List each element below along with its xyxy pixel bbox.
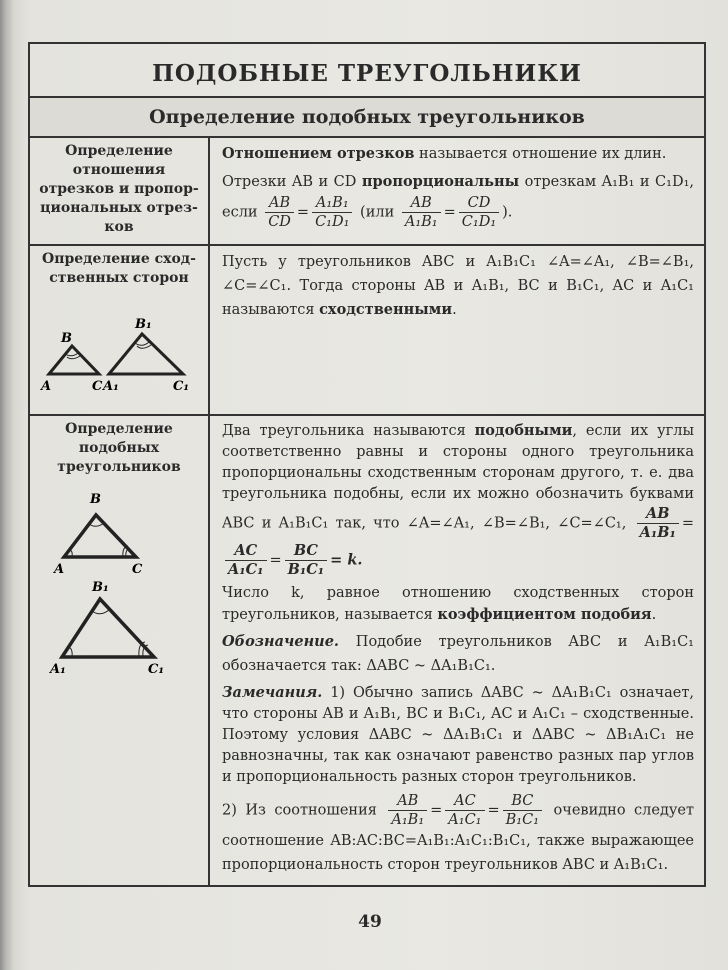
numerator: A₁B₁ (312, 194, 352, 213)
note-heading: Замечания. (222, 684, 323, 701)
numerator: AC (225, 542, 267, 561)
page-title: ПОДОБНЫЕ ТРЕУГОЛЬНИКИ (29, 43, 705, 97)
denominator: B₁C₁ (287, 561, 325, 578)
text: очевидно следует соотношение AB:AC:BC=A₁B₁:A₁C₁:B₁C₁, также выражающее пропорциональность сторон треугольников ABC и A₁B₁C₁. (222, 802, 695, 873)
denominator: A₁C₁ (448, 812, 482, 828)
vertex-label: C₁ (173, 379, 190, 394)
text: , если их углы соответственно равны и стороны одного треугольника пропорциональны сходственным сторонам другого, т. е. два треугольника подобны, если их можно обозначить буквами ABC и A₁B₁C₁ так, что ∠A=∠A₁, (222, 423, 694, 532)
fraction (285, 542, 328, 579)
paragraph (222, 630, 694, 678)
denominator: A₁B₁ (639, 524, 676, 541)
triangle-abc (49, 346, 99, 374)
numerator: AB (265, 194, 294, 213)
term: коэффициентом подобия (437, 606, 652, 623)
triangle-abc (64, 515, 136, 557)
term: пропорциональны (361, 173, 520, 190)
row-content (209, 415, 705, 886)
paragraph (222, 250, 694, 322)
text: ∠B=∠B₁, ∠C=∠C₁, (481, 515, 627, 532)
similar-triangles-figure (39, 296, 199, 396)
numerator: AC (445, 792, 484, 811)
numerator: BC (285, 542, 328, 561)
term: подобными (474, 422, 573, 439)
vertex-label: C (92, 379, 103, 394)
denominator: A₁B₁ (404, 214, 438, 230)
paragraph (222, 682, 694, 788)
numerator: AB (402, 194, 441, 213)
text: (или (360, 204, 395, 221)
vertex-label: A₁ (50, 662, 66, 677)
vertex-label: C (132, 562, 143, 577)
table-row (29, 415, 705, 886)
note-heading: Обозначение. (222, 633, 339, 650)
vertex-label: B₁ (92, 580, 109, 595)
coefficient-k: = k. (330, 551, 363, 569)
paragraph: 2) Из соотношения $\frac{AB}{\text{A₁B₁}}$ = $\frac{AC}{\text{A₁C₁}}$ = $\frac{BC}{\text{B₁C₁}}$ очевидно следует соотношение AB:AC:BC=A₁B₁:A₁C₁:B₁C₁, также выражающее пропорциональность сторон треугольников ABC и A₁B₁C₁. (222, 793, 695, 873)
vertex-label: C₁ (148, 662, 165, 677)
fraction (402, 194, 441, 231)
numerator: CD (459, 194, 499, 213)
section-heading: Определение подобных треугольников (29, 97, 705, 137)
vertex-label: A (41, 379, 52, 394)
triangle-a1b1c1 (109, 334, 183, 374)
row-content (209, 245, 705, 415)
paragraph (222, 583, 694, 626)
vertex-label: A (54, 562, 65, 577)
row-content (209, 137, 705, 245)
term: Отношением отрезков (222, 145, 415, 162)
fraction (388, 792, 427, 829)
denominator: C₁D₁ (315, 214, 350, 230)
text: . (651, 607, 657, 623)
text: 1) Обычно запись ΔABC ~ ΔA₁B₁C₁ означает, что стороны AB и A₁B₁, BC и B₁C₁, AC и A₁C₁ – сходственные. Поэтому условия ΔABC ~ ΔA₁B₁C₁ и ΔABC ~ ΔB₁A₁C₁ не равнозначны, так как означают равенство разных пар углов и пропорциональность разных сторон треугольников. (222, 685, 694, 785)
fraction (312, 194, 352, 231)
triangle-a1b1c1 (62, 599, 154, 657)
text: Пусть у треугольников ABC и A₁B₁C₁ ∠A=∠A₁, ∠B=∠B₁, ∠C=∠C₁. Тогда стороны AB и A₁B₁, BC и B₁C₁, AC и A₁C₁ называются (222, 254, 694, 318)
paragraph (222, 142, 694, 166)
denominator: A₁B₁ (391, 812, 425, 828)
fraction (637, 505, 679, 542)
text: 2) Из соотношения (222, 802, 377, 819)
book-page (20, 30, 720, 965)
vertex-label: B (90, 492, 101, 507)
text: Два треугольника называются (222, 423, 475, 439)
fraction (445, 792, 484, 829)
text: Число k, равное отношению сходственных сторон треугольников, называется (222, 585, 694, 623)
row-label: Определение отношения отрезков и пропор-циональных отрез-ков (29, 137, 209, 245)
fraction (225, 542, 267, 579)
denominator: CD (268, 214, 291, 230)
vertex-label: B (61, 331, 72, 346)
text: называется отношение их длин. (414, 146, 667, 162)
text: отрезкам A₁B₁ и C₁D₁, если (222, 174, 694, 221)
numerator: BC (503, 792, 542, 811)
table-row (29, 245, 705, 415)
fraction (503, 792, 542, 829)
vertex-label: A₁ (103, 379, 119, 394)
definition-table (28, 42, 706, 887)
denominator: B₁C₁ (505, 812, 540, 828)
row-label: Определение подобных треугольников (57, 421, 181, 475)
paragraph: Отрезки AB и CD пропорциональны отрезкам A₁B₁ и C₁D₁, если $\frac{AB}{CD}$ = $\frac{\text{A₁B₁}}{\text{C₁D₁}}$ (или $\frac{AB}{\text{A₁B₁}}$ = $\frac{CD}{\text{C₁D₁}}$ ). (222, 173, 694, 230)
row-label-cell (29, 415, 209, 886)
vertex-label: B₁ (135, 317, 152, 332)
similar-triangles-figure (44, 487, 194, 677)
text: ). (502, 204, 513, 221)
row-label-cell (29, 245, 209, 415)
term: сходственными (319, 301, 453, 318)
denominator: C₁D₁ (461, 214, 497, 230)
numerator: AB (388, 792, 427, 811)
text: Подобие треугольников ABC и A₁B₁C₁ обозначается так: ΔABC ~ ΔA₁B₁C₁. (222, 634, 694, 674)
table-row (29, 137, 705, 245)
page-number: 49 (358, 912, 382, 932)
numerator: AB (637, 505, 679, 524)
text: . (452, 302, 457, 318)
fraction (459, 194, 499, 231)
paragraph: Два треугольника называются подобными, если их углы соответственно равны и стороны одного треугольника пропорциональны сходственным сторонам другого, т. е. два треугольника подобны, если их можно обозначить буквами ABC и A₁B₁C₁ так, что ∠A=∠A₁, ∠B=∠B₁, ∠C=∠C₁, $\frac{AB}{\text{A₁B₁}}$ = $\frac{AC}{\text{A₁C₁}}$ = $\frac{BC}{\text{B₁C₁}}$ = k. (222, 422, 694, 578)
text: Отрезки AB и CD (222, 174, 362, 190)
row-label: Определение сход-ственных сторон (42, 251, 196, 286)
denominator: A₁C₁ (228, 561, 264, 578)
fraction (265, 194, 294, 231)
